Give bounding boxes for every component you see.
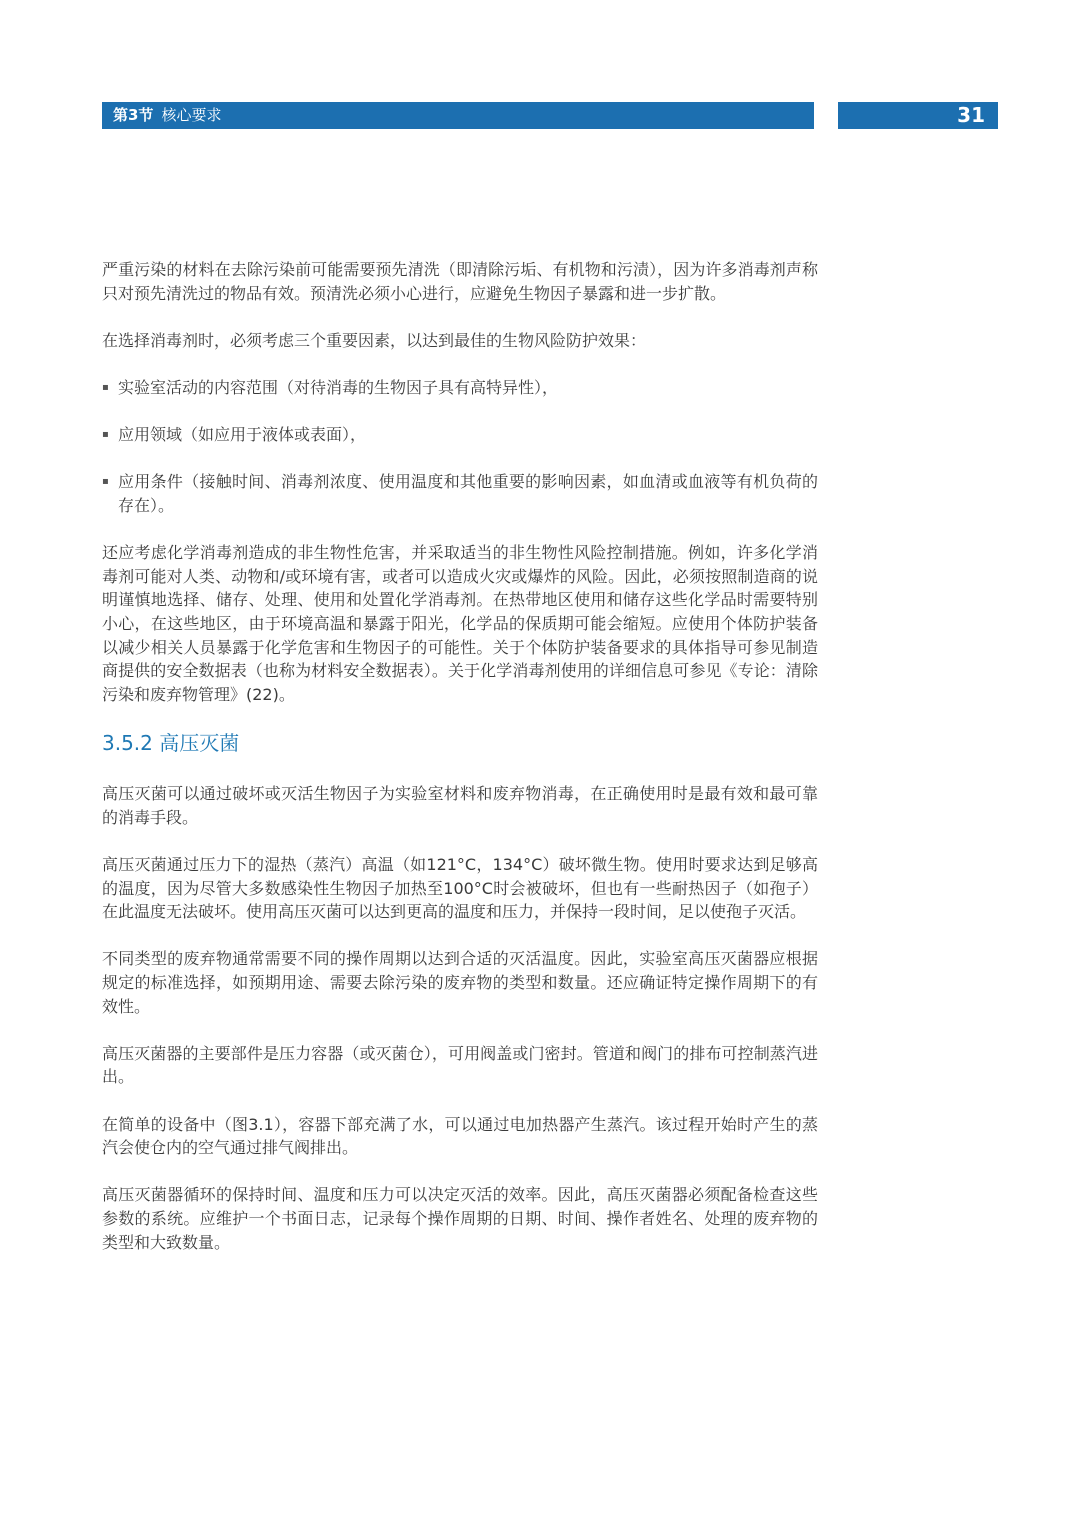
paragraph-disinfectant-factors: 在选择消毒剂时，必须考虑三个重要因素，以达到最佳的生物风险防护效果： <box>102 330 647 350</box>
page-content <box>102 258 818 1254</box>
section-number: 第3节 <box>113 106 154 124</box>
page-number-box <box>838 102 998 129</box>
bullet-text: 应用条件（接触时间、消毒剂浓度、使用温度和其他重要的影响因素，如血清或血液等有机负荷的存在）。 <box>118 472 818 515</box>
section-label <box>113 102 221 129</box>
bullet-icon: ▪ <box>102 429 109 441</box>
section-header-bar <box>102 102 814 129</box>
page-number: 31 <box>957 103 985 127</box>
paragraph-autoclave-intro: 高压灭菌可以通过破坏或灭活生物因子为实验室材料和废弃物消毒，在正确使用时是最有效和最可靠的消毒手段。 <box>102 784 818 827</box>
paragraph-pressure-vessel: 高压灭菌器的主要部件是压力容器（或灭菌仓），可用阀盖或门密封。管道和阀门的排布可控制蒸汽进出。 <box>102 1043 818 1087</box>
bullet-text: 实验室活动的内容范围（对待消毒的生物因子具有高特异性）， <box>118 377 559 397</box>
bullet-icon: ▪ <box>102 476 109 488</box>
paragraph-autoclave-temperature: 高压灭菌通过压力下的湿热（蒸汽）高温（如121°C，134°C）破坏微生物。使用时要求达到足够高的温度，因为尽管大多数感染性生物因子加热至100°C时会被破坏，但也有一些耐热因子（如孢子）在此温度无法破坏。使用高压灭菌可以达到更高的温度和压力，并保持一段时间，足以使孢子灭活。 <box>102 855 818 922</box>
paragraph-precleaning: 严重污染的材料在去除污染前可能需要预先清洗（即清除污垢、有机物和污渍），因为许多消毒剂声称只对预先清洗过的物品有效。预清洗必须小心进行，应避免生物因子暴露和进一步扩散。 <box>102 260 818 303</box>
paragraph-chemical-hazards: 还应考虑化学消毒剂造成的非生物性危害，并采取适当的非生物性风险控制措施。例如，许多化学消毒剂可能对人类、动物和/或环境有害，或者可以造成火灾或爆炸的风险。因此，必须按照制造商的说明谨慎地选择、储存、处理、使用和处置化学消毒剂。在热带地区使用和储存这些化学品时需要特别小心，在这些地区，由于环境高温和暴露于阳光，化学品的保质期可能会缩短。应使用个体防护装备以减少相关人员暴露于化学危害和生物因子的可能性。关于个体防护装备要求的具体指导可参见制造商提供的安全数据表（也称为材料安全数据表）。关于化学消毒剂使用的详细信息可参见《专论：清除污染和废弃物管理》(22)。 <box>102 543 818 704</box>
bullet-item <box>102 423 818 447</box>
bullet-item <box>102 470 818 517</box>
paragraph-operating-cycles: 不同类型的废弃物通常需要不同的操作周期以达到合适的灭活温度。因此，实验室高压灭菌器应根据规定的标准选择，如预期用途、需要去除污染的废弃物的类型和数量。还应确证特定操作周期下的有效性。 <box>102 949 818 1016</box>
section-title: 核心要求 <box>161 106 222 124</box>
bullet-icon: ▪ <box>102 381 109 393</box>
bullet-text: 应用领域（如应用于液体或表面）， <box>118 425 367 445</box>
paragraph-simple-device: 在简单的设备中（图3.1），容器下部充满了水，可以通过电加热器产生蒸汽。该过程开始时产生的蒸汽会使仓内的空气通过排气阀排出。 <box>102 1114 818 1158</box>
bullet-item <box>102 376 818 400</box>
paragraph-cycle-monitoring: 高压灭菌器循环的保持时间、温度和压力可以决定灭活的效率。因此，高压灭菌器必须配备检查这些参数的系统。应维护一个书面日志，记录每个操作周期的日期、时间、操作者姓名、处理的废弃物的类型和大致数量。 <box>102 1185 818 1252</box>
section-heading: 3.5.2 高压灭菌 <box>102 731 240 756</box>
